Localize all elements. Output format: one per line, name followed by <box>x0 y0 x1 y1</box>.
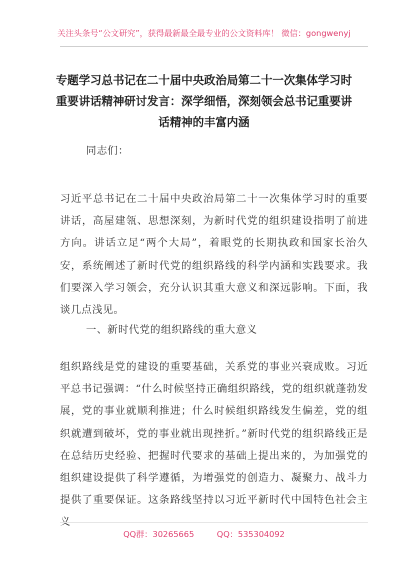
greeting: 同志们： <box>86 145 129 157</box>
footer-qq-group: QQ群：30265665 <box>123 529 195 539</box>
document-title: 专题学习总书记在二十届中央政治局第二十一次集体学习时重要讲话精神研讨发言：深学细悟，深刻领会总书记重要讲话精神的丰富内涵 <box>55 73 353 129</box>
paragraph-intro: 习近平总书记在二十届中央政治局第二十一次集体学习时的重要讲话，高屋建瓴、思想深刻，为新时代党的组织建设指明了前进方向。讲话立足“两个大局”，着眼党的长期执政和国家长治久安，系统阐述了新时代党的组织路线的科学内涵和实践要求。我们要深入学习领会，充分认识其重大意义和深远影响。下面，我谈几点浅见。 <box>60 193 368 317</box>
section-heading-1: 一、新时代党的组织路线的重大意义 <box>86 324 258 336</box>
footer <box>0 529 408 540</box>
footer-divider <box>60 522 368 523</box>
header-note: 关注头条号“公文研究”，获得最新最全最专业的公文资料库！ 微信：gongwenyj <box>57 28 351 38</box>
paragraph-section-1: 组织路线是党的建设的重要基础，关系党的事业兴衰成败。习近平总书记强调：“什么时候坚持正确组织路线，党的组织就蓬勃发展，党的事业就顺利推进；什么时候组织路线发生偏差，党的组织就遭到破坏，党的事业就出现挫折。”新时代党的组织路线正是在总结历史经验、把握时代要求的基础上提出来的，为加强党的组织建设提供了科学遵循，为增强党的创造力、凝聚力、战斗力提供了重要保证。这条路线坚持以习近平新时代中国特色社会主义 <box>60 361 368 529</box>
footer-qq: QQ：535304092 <box>216 529 285 539</box>
header-divider <box>60 46 368 47</box>
